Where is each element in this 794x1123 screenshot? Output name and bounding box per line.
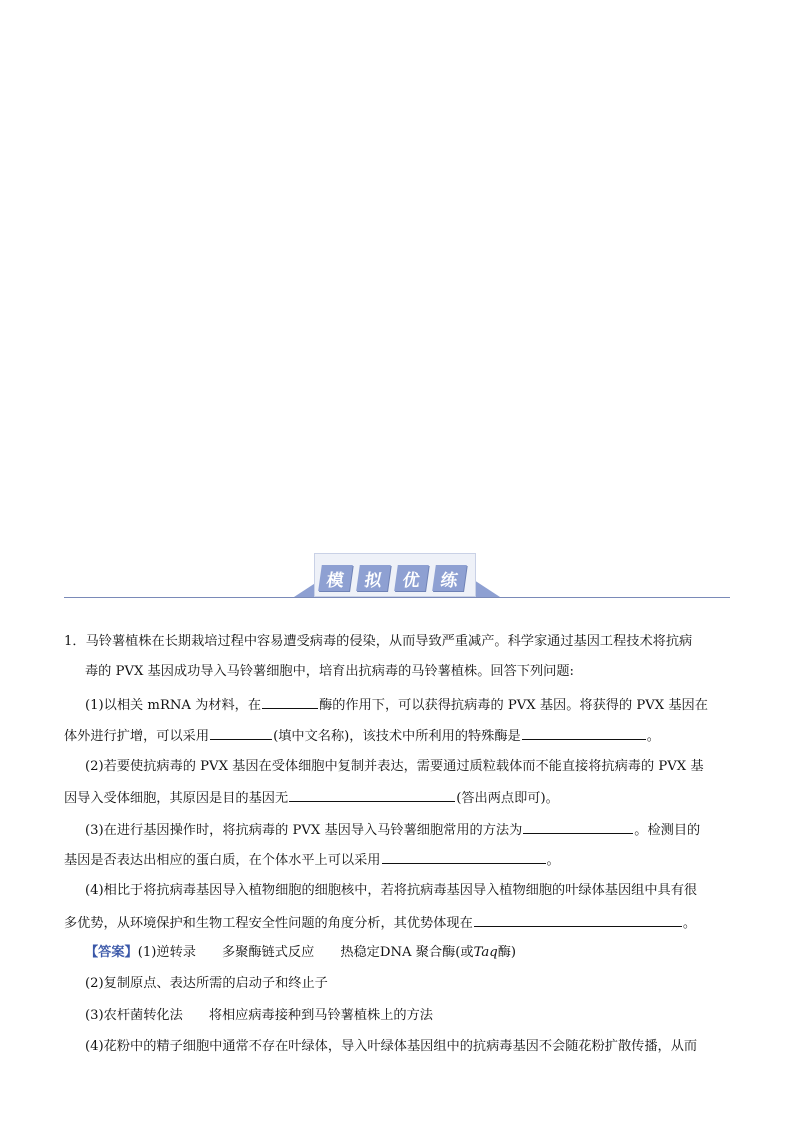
question-intro-text-1: 马铃薯植株在长期栽培过程中容易遭受病毒的侵染，从而导致严重减产。科学家通过基因工程技术将抗病 — [85, 634, 693, 649]
answer-line-3 — [85, 1006, 433, 1026]
answer-1-3b: 酶) — [497, 945, 517, 960]
part1-text-c: 体外进行扩增，可以采用 — [64, 729, 210, 744]
answer-tag: 【答案】 — [85, 945, 138, 960]
answer-3-2: 将相应病毒接种到马铃薯植株上的方法 — [208, 1008, 433, 1023]
banner-char-2: 拟 — [356, 565, 391, 591]
answer-blank-4[interactable] — [289, 787, 455, 802]
part4-line-1: (4)相比于将抗病毒基因导入植物细胞的细胞核中，若将抗病毒基因导入植物细胞的叶绿体基因组中具有很 — [85, 883, 698, 898]
answer-blank-1[interactable] — [262, 694, 318, 709]
answer-blank-2[interactable] — [210, 725, 272, 740]
answer-1-2: 多聚酶链式反应 — [222, 945, 315, 960]
answer-blank-6[interactable] — [382, 849, 546, 864]
banner-rule — [64, 597, 730, 598]
part4-line-2 — [64, 912, 696, 934]
part1-line-1 — [85, 694, 708, 716]
part1-text-a: (1)以相关 mRNA 为材料，在 — [85, 698, 262, 713]
part1-text-e: 。 — [646, 729, 660, 744]
part3-text-b: 。检测目的 — [634, 823, 701, 838]
part4-text-a: 多优势，从环境保护和生物工程安全性问题的角度分析，其优势体现在 — [64, 916, 473, 931]
part3-line-2 — [64, 849, 560, 871]
part1-text-b: 酶的作用下，可以获得抗病毒的 PVX 基因。将获得的 PVX 基因在 — [319, 698, 708, 713]
answer-1-1: (1)逆转录 — [137, 945, 196, 960]
question-intro-line-1 — [64, 632, 692, 652]
answer-line-2: (2)复制原点、表达所需的启动子和终止子 — [85, 976, 328, 991]
part3-text-d: 。 — [546, 853, 560, 868]
answer-line-1 — [85, 943, 516, 963]
answer-1-3-italic: Taq — [473, 945, 498, 960]
banner-wing-right — [474, 580, 500, 597]
section-banner — [64, 553, 730, 603]
banner-char-4: 练 — [432, 565, 467, 591]
part2-text-a: 因导入受体细胞，其原因是目的基因无 — [64, 791, 289, 806]
answer-blank-7[interactable] — [474, 912, 682, 927]
answer-1-3a: 热稳定DNA 聚合酶(或 — [340, 945, 474, 960]
part4-text-b: 。 — [682, 916, 696, 931]
part3-text-c: 基因是否表达出相应的蛋白质，在个体水平上可以采用 — [64, 853, 381, 868]
banner-char-1: 模 — [318, 565, 353, 591]
answer-blank-3[interactable] — [522, 725, 646, 740]
part2-line-2 — [64, 787, 559, 809]
banner-char-3: 优 — [394, 565, 429, 591]
question-number: 1． — [64, 634, 86, 649]
part2-text-b: (答出两点即可)。 — [456, 791, 559, 806]
question-intro-line-2: 毒的 PVX 基因成功导入马铃薯细胞中，培育出抗病毒的马铃薯植株。回答下列问题: — [85, 664, 574, 679]
part1-text-d: (填中文名称)，该技术中所利用的特殊酶是 — [273, 729, 521, 744]
banner-title — [320, 565, 465, 591]
part3-line-1 — [85, 819, 700, 841]
part1-line-2 — [64, 725, 660, 747]
part2-line-1: (2)若要使抗病毒的 PVX 基因在受体细胞中复制并表达，需要通过质粒载体而不能直接将抗病毒的 PVX 基 — [85, 759, 704, 774]
part3-text-a: (3)在进行基因操作时，将抗病毒的 PVX 基因导入马铃薯细胞常用的方法为 — [85, 823, 523, 838]
answer-line-4: (4)花粉中的精子细胞中通常不存在叶绿体，导入叶绿体基因组中的抗病毒基因不会随花粉扩散传播，从而 — [85, 1039, 698, 1054]
answer-blank-5[interactable] — [523, 819, 633, 834]
answer-3-1: (3)农杆菌转化法 — [85, 1008, 183, 1023]
